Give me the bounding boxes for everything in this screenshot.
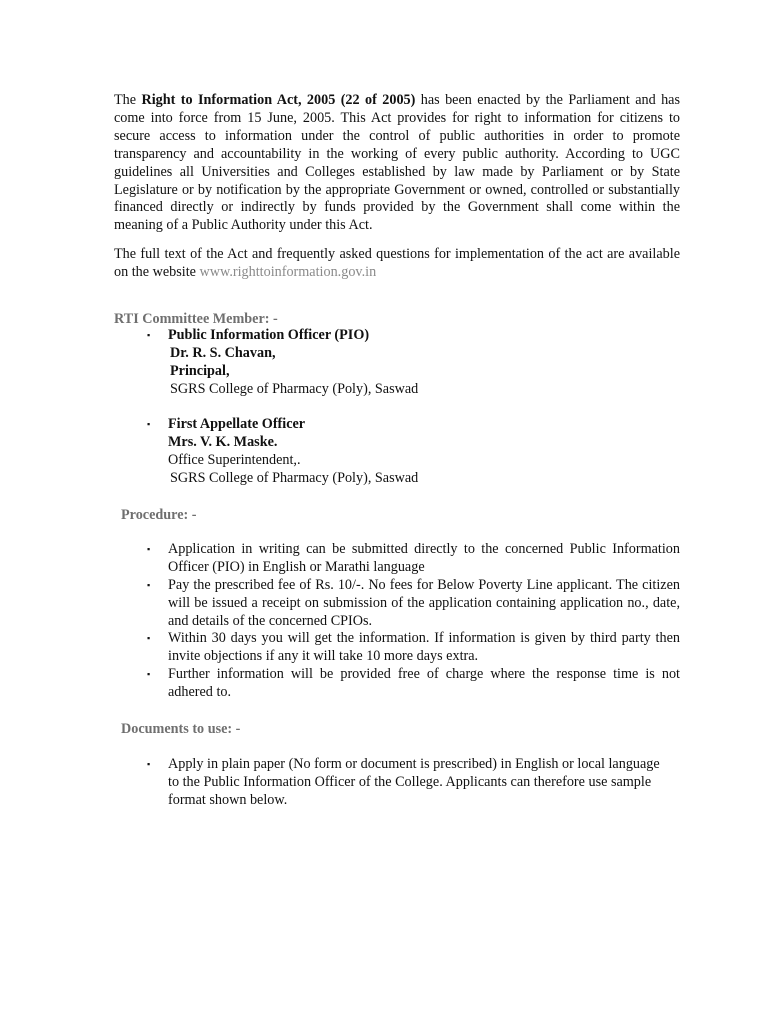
fulltext-body: The full text of the Act and frequently asked questions for implementation of the act are available on the website: [114, 246, 680, 280]
bullet-icon: ▪: [147, 633, 151, 643]
procedure-item: Pay the prescribed fee of Rs. 10/-. No fees for Below Poverty Line applicant. The citizen will be issued a receipt on submission of the application containing application no., date, and details of the concerned CPIOs.: [168, 577, 680, 629]
website-link[interactable]: www.righttoinformation.gov.in: [199, 263, 377, 280]
documents-item: Apply in plain paper (No form or document is prescribed) in English or local language to the Public Information Officer of the College. Applicants can therefore use sample format shown below.: [168, 756, 660, 808]
intro-prefix: The: [114, 92, 142, 108]
bullet-icon: ▪: [147, 330, 151, 340]
intro-body: has been enacted by the Parliament and has come into force from 15 June, 2005. This Act provides for right to information for citizens to secure access to information under the control of public authorities in order to promote transparency and accountability in the working of every public authority. According to UGC guidelines all Universities and Colleges established by law made by Parliament or by State Legislature or by notification by the appropriate Government or owned, controlled or substantially financed directly or indirectly by funds provided by the Government shall come within the meaning of a Public Authority under this Act.: [114, 92, 680, 234]
member-name: Dr. R. S. Chavan,: [170, 344, 276, 361]
bullet-icon: ▪: [147, 759, 151, 769]
committee-member-pio: [168, 327, 418, 399]
bullet-icon: ▪: [147, 544, 151, 554]
member-designation: Principal,: [170, 362, 230, 379]
bullet-icon: ▪: [147, 419, 151, 429]
committee-heading: RTI Committee Member: -: [114, 311, 278, 327]
member-institution: SGRS College of Pharmacy (Poly), Saswad: [170, 469, 419, 486]
act-name: Right to Information Act, 2005 (22 of 2005): [141, 92, 416, 108]
member-role: Public Information Officer (PIO): [168, 327, 370, 343]
procedure-heading: Procedure: -: [121, 507, 197, 523]
intro-paragraph: [114, 92, 680, 235]
procedure-item: Within 30 days you will get the information. If information is given by third party then invite objections if any it will take 10 more days extra.: [168, 630, 680, 664]
fulltext-paragraph: [114, 246, 680, 282]
member-designation: Office Superintendent,.: [168, 451, 301, 468]
bullet-icon: ▪: [147, 669, 151, 679]
procedure-item: Further information will be provided free of charge where the response time is not adhered to.: [168, 666, 680, 700]
member-institution: SGRS College of Pharmacy (Poly), Saswad: [170, 380, 419, 397]
bullet-icon: ▪: [147, 580, 151, 590]
member-role: First Appellate Officer: [168, 416, 306, 432]
committee-member-appellate: [168, 416, 418, 488]
member-name: Mrs. V. K. Maske.: [168, 433, 278, 450]
documents-heading: Documents to use: -: [121, 721, 241, 737]
procedure-item: Application in writing can be submitted directly to the concerned Public Information Officer (PIO) in English or Marathi language: [168, 541, 680, 575]
